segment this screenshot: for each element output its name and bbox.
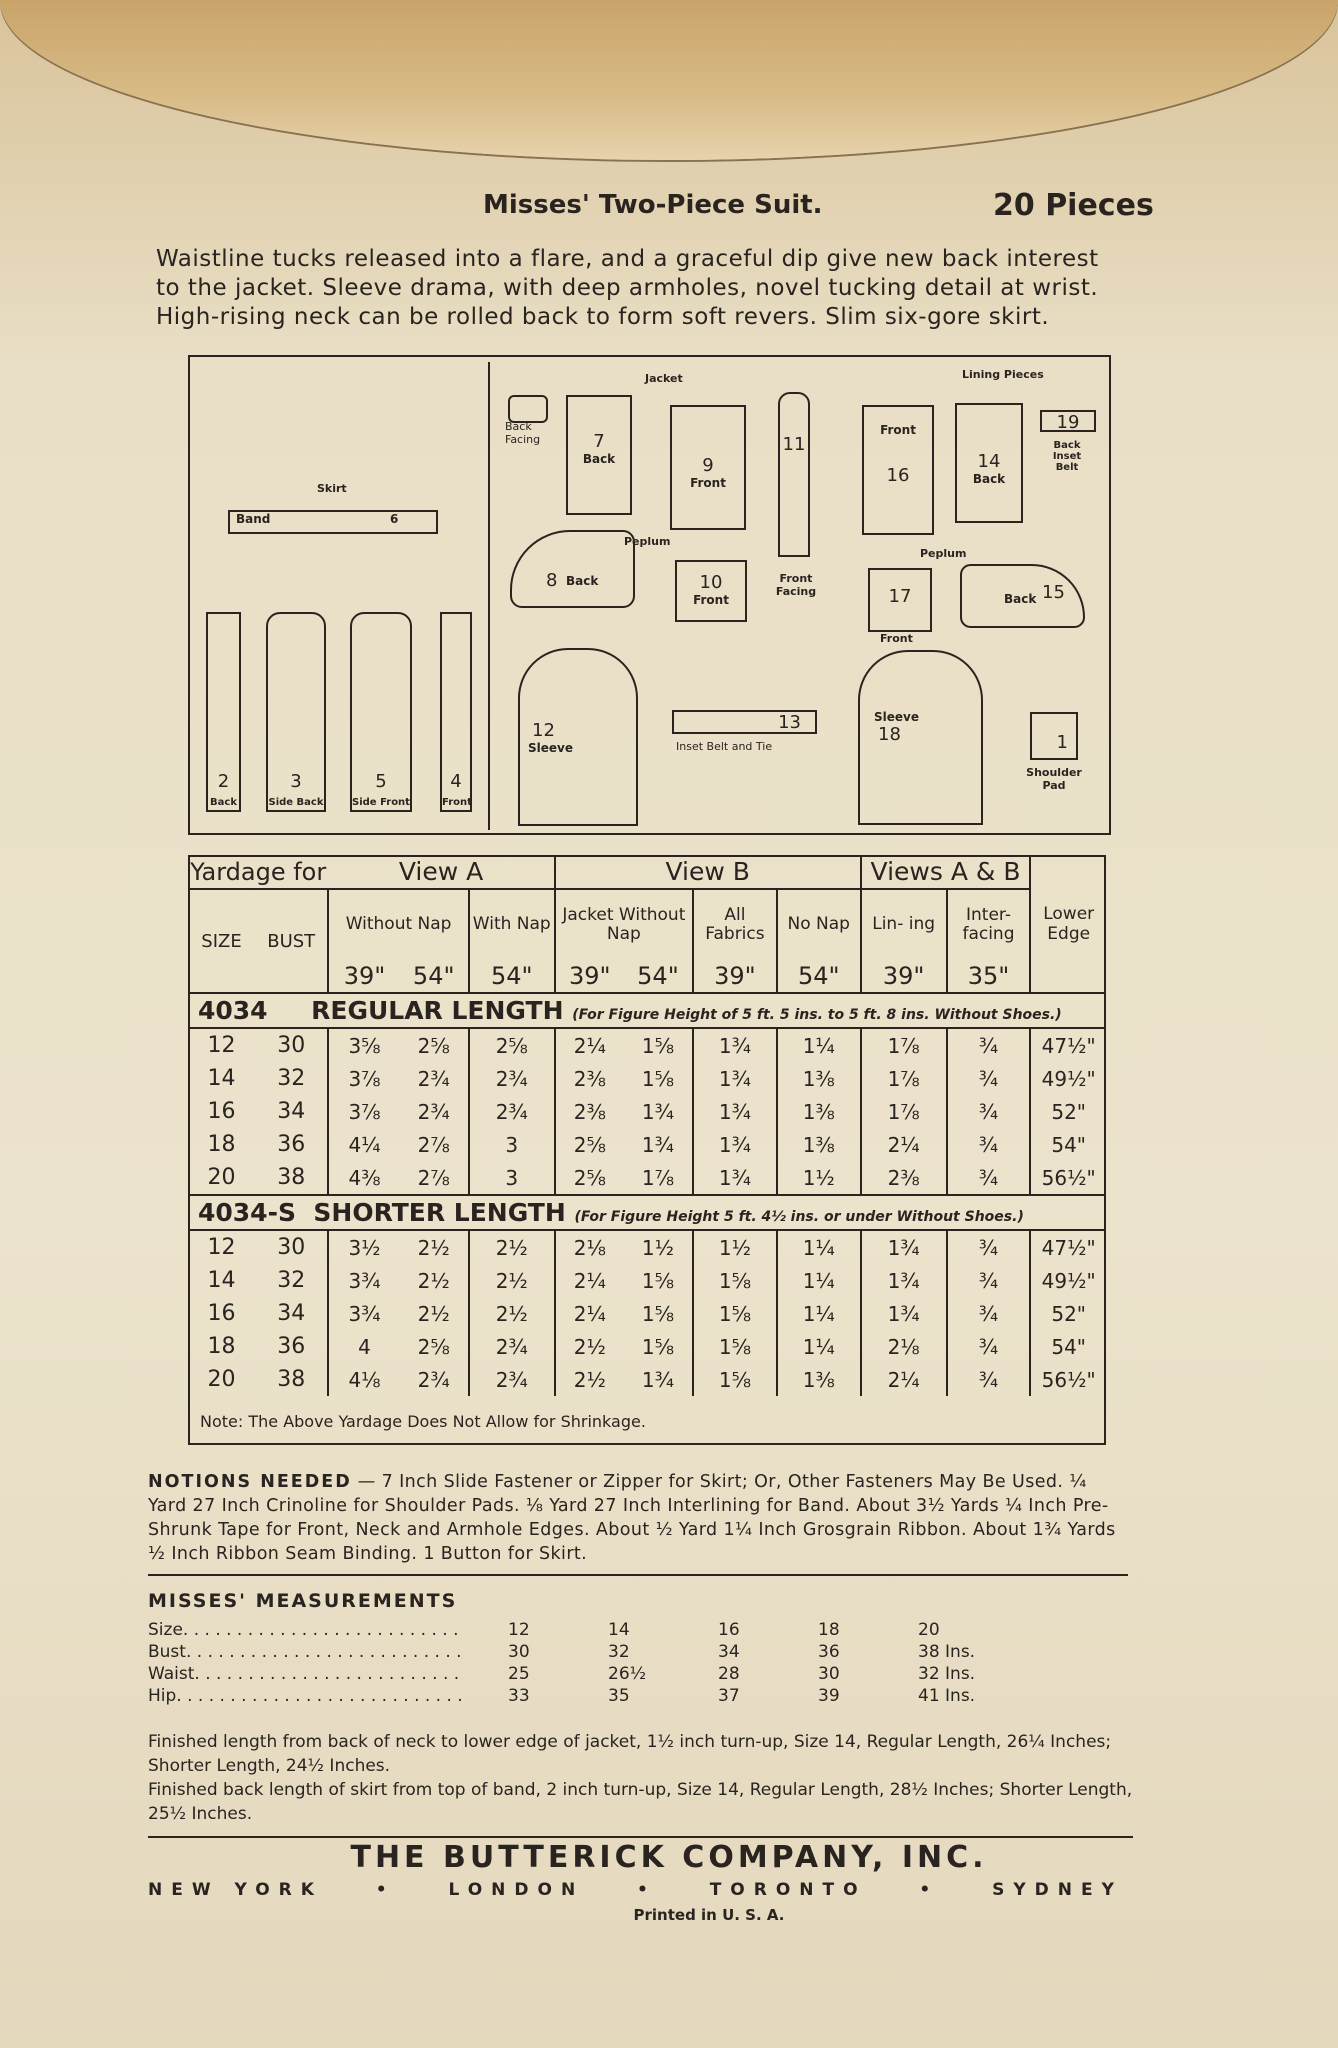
piece-lining-sleeve [858, 650, 983, 825]
yardage-cell: 1⅞ [624, 1161, 693, 1195]
piece-num: 13 [778, 712, 801, 733]
yardage-cell: 1¾ [693, 1062, 777, 1095]
yardage-cell: 1⅝ [624, 1297, 693, 1330]
yardage-cell: 2½ [400, 1264, 469, 1297]
yardage-cell: 36 [255, 1128, 328, 1161]
yardage-cell: 3⅞ [348, 1099, 381, 1124]
piece-name: Back [582, 452, 616, 466]
piece-name: Side Front [352, 797, 410, 808]
yardage-cell: 2¼ [573, 1033, 606, 1058]
separator: • [375, 1880, 396, 1900]
width-header: 39" [693, 959, 777, 993]
yardage-cell: 49½" [1041, 1268, 1096, 1293]
yardage-cell: 1¾ [624, 1095, 693, 1128]
measurement-row [148, 1686, 1128, 1710]
notions-text: — 7 Inch Slide Fastener or Zipper for Skirt; Or, Other Fasteners May Be Used. ¼ Yard 27 Inch Crinoline for Shoulder Pads. ⅛ Yard 27 Inch Interlining for Band. About 3½ Yards ¼ Inch Pre-Shrunk Tape for Front, Neck and Armhole Edges. About ½ Yard 1¼ Inch Grosgrain Ribbon. About 1¾ Yards ½ Inch Ribbon Seam Binding. 1 Button for Skirt. [148, 1472, 1116, 1564]
size-header: SIZE [201, 930, 242, 952]
city: LONDON [448, 1880, 585, 1900]
yardage-cell: 52" [1051, 1301, 1087, 1326]
yardage-cell: 1¼ [777, 1330, 861, 1363]
yardage-cell: 1⅝ [624, 1028, 693, 1062]
piece-num: 8 [546, 570, 558, 591]
finished-lengths [148, 1730, 1133, 1838]
yardage-cell: 2⅜ [861, 1161, 947, 1195]
bust-header: BUST [255, 889, 328, 993]
back-facing-label: Back Facing [505, 420, 541, 446]
regular-note: (For Figure Height of 5 ft. 5 ins. to 5 ft. 8 ins. Without Shoes.) [572, 1007, 1062, 1023]
yardage-cell: 54" [1051, 1334, 1087, 1359]
yardage-cell: 2⅝ [400, 1028, 469, 1062]
yardage-cell: 1¼ [777, 1230, 861, 1264]
lining-label: Lining Pieces [962, 368, 1044, 381]
with-nap-header: With Nap [469, 889, 555, 959]
city: SYDNEY [992, 1880, 1123, 1900]
measurement-label: Waist. . . . . . . . . . . . . . . . . . . . . . . . . [148, 1664, 460, 1684]
width-header: 39" [569, 961, 611, 990]
yardage-row [188, 1028, 1106, 1062]
piece-name: Front [880, 423, 916, 437]
yardage-cell: 1½ [624, 1230, 693, 1264]
piece-name: Front [693, 593, 729, 607]
piece-num: 1 [1056, 732, 1068, 753]
jacket-label: Jacket [645, 372, 683, 385]
piece-num: 16 [886, 465, 910, 486]
yardage-cell: 3¾ [348, 1301, 381, 1326]
pattern-description [156, 245, 1141, 332]
yardage-cell: 32 [255, 1264, 328, 1297]
city: NEW YORK [148, 1880, 323, 1900]
piece-name: Front [442, 797, 472, 808]
yardage-cell: ¾ [947, 1062, 1031, 1095]
lining-peplum-front-label: Front [880, 632, 913, 645]
measurement-value: 32 Ins. [918, 1664, 976, 1684]
diagram-divider [488, 362, 490, 830]
yardage-cell: ¾ [947, 1363, 1031, 1396]
divider [148, 1836, 1133, 1838]
piece-band-name: Band [236, 512, 271, 526]
measurement-label: Hip. . . . . . . . . . . . . . . . . . . . . . . . . . . [148, 1686, 463, 1706]
measurement-value: 25 [508, 1664, 530, 1684]
yardage-cell: 3 [469, 1128, 555, 1161]
jacket-without-nap-header: Jacket Without Nap [555, 889, 693, 959]
yardage-cell: 2¾ [400, 1062, 469, 1095]
yardage-row [188, 1161, 1106, 1195]
yardage-cell: 2⅛ [573, 1235, 606, 1260]
front-facing-label: Front Facing [775, 572, 817, 598]
yardage-cell: 1⅝ [693, 1264, 777, 1297]
yardage-cell: ¾ [947, 1330, 1031, 1363]
piece-name: Back [972, 472, 1006, 486]
regular-rows [188, 1028, 1106, 1195]
yardage-cell: 1¾ [693, 1095, 777, 1128]
piece-num: 3 [290, 771, 302, 792]
yardage-cell: 38 [255, 1161, 328, 1195]
yardage-cell: 2¾ [469, 1330, 555, 1363]
shorter-code: 4034-S [198, 1198, 296, 1227]
description-line: High-rising neck can be rolled back to form soft revers. Slim six-gore skirt. [156, 304, 1050, 330]
yardage-cell: 2¼ [573, 1268, 606, 1293]
piece-name: Back [566, 574, 599, 588]
yardage-cell: 2⅝ [469, 1028, 555, 1062]
piece-num: 11 [782, 434, 806, 455]
yardage-cell: 2¾ [469, 1095, 555, 1128]
piece-side-back [266, 612, 326, 812]
yardage-cell: 2⅜ [573, 1066, 606, 1091]
measurement-label: Size. . . . . . . . . . . . . . . . . . . . . . . . . . [148, 1620, 459, 1640]
description-line: Waistline tucks released into a flare, and a graceful dip give new back interest [156, 246, 1099, 272]
yardage-cell: ¾ [947, 1297, 1031, 1330]
width-header: 54" [400, 959, 469, 993]
printed-in: Printed in U. S. A. [633, 1906, 785, 1924]
measurements-title: MISSES' MEASUREMENTS [148, 1590, 458, 1612]
width-header: 35" [947, 959, 1031, 993]
yardage-cell: 2½ [469, 1230, 555, 1264]
yardage-cell: 4⅛ [348, 1367, 381, 1392]
yardage-row [188, 1128, 1106, 1161]
yardage-cell: 2⅞ [400, 1161, 469, 1195]
yardage-cell: 1¾ [693, 1028, 777, 1062]
yardage-row [188, 1264, 1106, 1297]
yardage-cell: 4¼ [348, 1132, 381, 1157]
yardage-cell: 1¼ [777, 1028, 861, 1062]
lower-edge-header: Lower Edge [1043, 903, 1095, 944]
yardage-cell: 54" [1051, 1132, 1087, 1157]
yardage-cell: 1⅜ [777, 1062, 861, 1095]
yardage-cell: 20 [207, 1367, 236, 1392]
yardage-cell: 2½ [573, 1367, 606, 1392]
yardage-cell: 38 [255, 1363, 328, 1396]
measurement-value: 20 [918, 1620, 940, 1640]
yardage-cell: 2½ [469, 1297, 555, 1330]
measurement-value: 38 Ins. [918, 1642, 976, 1662]
regular-label: REGULAR LENGTH [311, 996, 564, 1025]
yardage-cell: 18 [207, 1334, 236, 1359]
piece-count: 20 Pieces [993, 188, 1154, 223]
piece-skirt-front [440, 612, 472, 812]
piece-back-inset-belt [1040, 410, 1096, 432]
yardage-cell: 34 [255, 1095, 328, 1128]
yardage-cell: 2⅝ [573, 1132, 606, 1157]
measurement-row [148, 1620, 1128, 1644]
yardage-cell: 1⅞ [861, 1028, 947, 1062]
yardage-cell: 1⅝ [693, 1330, 777, 1363]
no-nap-header: No Nap [777, 889, 861, 959]
yardage-cell: 1⅞ [861, 1095, 947, 1128]
yardage-cell: 49½" [1041, 1066, 1096, 1091]
yardage-row [188, 1297, 1106, 1330]
piece-name: Sleeve [874, 710, 919, 724]
yardage-row [188, 1095, 1106, 1128]
peplum-label-2: Peplum [920, 547, 967, 560]
measurement-label: Bust. . . . . . . . . . . . . . . . . . . . . . . . . . [148, 1642, 462, 1662]
yardage-cell: 1¾ [861, 1297, 947, 1330]
yardage-cell: 2¾ [400, 1363, 469, 1396]
yardage-cell: 56½" [1041, 1367, 1096, 1392]
yardage-cell: 2½ [400, 1297, 469, 1330]
measurement-value: 41 Ins. [918, 1686, 976, 1706]
yardage-cell: 1½ [693, 1230, 777, 1264]
separator: • [919, 1880, 940, 1900]
yardage-cell: 14 [207, 1066, 236, 1091]
width-header: 39" [861, 959, 947, 993]
yardage-cell: 47½" [1041, 1033, 1096, 1058]
piece-peplum-front [675, 560, 747, 622]
yardage-cell: 16 [207, 1301, 236, 1326]
width-header: 54" [469, 959, 555, 993]
piece-num: 5 [375, 771, 387, 792]
yardage-for-label: Yardage for [190, 857, 327, 886]
yardage-cell: 2¾ [400, 1095, 469, 1128]
piece-num: 9 [702, 455, 714, 476]
shorter-rows [188, 1230, 1106, 1396]
company-cities [148, 1880, 1123, 1900]
measurement-row [148, 1642, 1128, 1666]
regular-code: 4034 [198, 996, 268, 1025]
measurement-value: 12 [508, 1620, 530, 1640]
yardage-cell: 4 [358, 1334, 371, 1359]
yardage-table [188, 855, 1106, 1396]
notions-label: NOTIONS NEEDED [148, 1472, 352, 1492]
yardage-cell: 2¾ [469, 1062, 555, 1095]
yardage-cell: 18 [207, 1132, 236, 1157]
city: TORONTO [709, 1880, 867, 1900]
yardage-cell: ¾ [947, 1028, 1031, 1062]
view-b-header: View B [555, 855, 861, 889]
piece-lining-peplum-front [868, 568, 932, 632]
yardage-cell: 2¾ [469, 1363, 555, 1396]
measurement-value: 26½ [608, 1664, 647, 1684]
yardage-cell: 14 [207, 1268, 236, 1293]
piece-back-facing [508, 395, 548, 423]
without-nap-header: Without Nap [328, 889, 468, 959]
piece-num: 15 [1042, 582, 1065, 603]
yardage-cell: 1⅜ [777, 1128, 861, 1161]
shoulder-pad-label: Shoulder Pad [1026, 766, 1082, 792]
yardage-cell: 1½ [777, 1161, 861, 1195]
yardage-cell: 3⅞ [348, 1066, 381, 1091]
measurement-value: 36 [818, 1642, 840, 1662]
yardage-cell: 1⅝ [693, 1363, 777, 1396]
yardage-cell: 52" [1051, 1099, 1087, 1124]
piece-num: 10 [699, 572, 723, 593]
yardage-row [188, 1363, 1106, 1396]
yardage-cell: 47½" [1041, 1235, 1096, 1260]
measurement-value: 28 [718, 1664, 740, 1684]
yardage-cell: 1¾ [861, 1230, 947, 1264]
piece-num: 14 [977, 451, 1001, 472]
piece-num: 2 [217, 771, 230, 792]
regular-length-row [188, 993, 1106, 1028]
piece-front-facing [778, 392, 810, 557]
description-line: to the jacket. Sleeve drama, with deep armholes, novel tucking detail at wrist. [156, 275, 1099, 301]
piece-num: 19 [1056, 412, 1080, 433]
inset-belt-label: Inset Belt and Tie [676, 740, 773, 753]
width-header: 54" [777, 959, 861, 993]
yardage-cell: 1⅜ [777, 1363, 861, 1396]
yardage-cell: 4⅜ [348, 1165, 381, 1190]
piece-side-front [350, 612, 412, 812]
yardage-cell: 2¼ [573, 1301, 606, 1326]
piece-num: 7 [593, 431, 605, 452]
measurement-value: 14 [608, 1620, 630, 1640]
yardage-cell: 20 [207, 1165, 236, 1190]
shorter-note: (For Figure Height 5 ft. 4½ ins. or under Without Shoes.) [574, 1209, 1024, 1225]
shorter-length-row [188, 1195, 1106, 1230]
yardage-cell: 16 [207, 1099, 236, 1124]
measurement-value: 18 [818, 1620, 840, 1640]
piece-num: 17 [888, 586, 912, 607]
yardage-cell: 56½" [1041, 1165, 1096, 1190]
yardage-cell: 1¼ [777, 1264, 861, 1297]
interfacing-header: Inter- facing [947, 889, 1031, 959]
measurement-value: 16 [718, 1620, 740, 1640]
finished-skirt: Finished back length of skirt from top of band, 2 inch turn-up, Size 14, Regular Length, 28½ Inches; Shorter Length, 25½ Inches. [148, 1780, 1133, 1824]
measurement-value: 34 [718, 1642, 740, 1662]
yardage-cell: 1¾ [861, 1264, 947, 1297]
yardage-cell: ¾ [947, 1264, 1031, 1297]
width-header: 39" [343, 961, 386, 990]
width-header: 54" [624, 959, 693, 993]
yardage-cell: 2⅛ [861, 1330, 947, 1363]
yardage-cell: 12 [207, 1033, 236, 1058]
yardage-cell: ¾ [947, 1161, 1031, 1195]
measurement-value: 32 [608, 1642, 630, 1662]
yardage-cell: 2⅝ [573, 1165, 606, 1190]
yardage-cell: ¾ [947, 1128, 1031, 1161]
skirt-label: Skirt [317, 482, 347, 495]
yardage-row [188, 1062, 1106, 1095]
piece-num: 4 [450, 771, 462, 792]
yardage-cell: 1⅜ [777, 1095, 861, 1128]
measurement-value: 30 [508, 1642, 530, 1662]
all-fabrics-header: All Fabrics [693, 889, 777, 959]
yardage-row [188, 1230, 1106, 1264]
piece-skirt-back [206, 612, 241, 812]
shorter-label: SHORTER LENGTH [313, 1198, 566, 1227]
yardage-cell: 3¾ [348, 1268, 381, 1293]
yardage-cell: 2¼ [861, 1128, 947, 1161]
piece-jacket-back [566, 395, 632, 515]
piece-name: Side Back [268, 797, 324, 808]
yardage-cell: 3⅝ [348, 1033, 381, 1058]
yardage-cell: ¾ [947, 1095, 1031, 1128]
yardage-cell: 3½ [348, 1235, 381, 1260]
measurement-value: 30 [818, 1664, 840, 1684]
yardage-cell: 2½ [400, 1230, 469, 1264]
piece-name: Sleeve [528, 741, 573, 755]
view-a-header: View A [328, 855, 554, 889]
yardage-cell: 3 [469, 1161, 555, 1195]
piece-num: 18 [878, 724, 901, 745]
company-name: THE BUTTERICK COMPANY, INC. [350, 1840, 988, 1875]
shrinkage-note: Note: The Above Yardage Does Not Allow for Shrinkage. [200, 1412, 646, 1431]
piece-lining-back [955, 403, 1023, 523]
separator: • [637, 1880, 657, 1900]
piece-lining-front [862, 405, 934, 535]
yardage-cell: 34 [255, 1297, 328, 1330]
yardage-cell: 30 [255, 1028, 328, 1062]
piece-name: Back [210, 797, 237, 808]
piece-band [228, 510, 438, 534]
yardage-cell: 32 [255, 1062, 328, 1095]
yardage-cell: 1¾ [624, 1363, 693, 1396]
piece-band-num: 6 [390, 512, 399, 526]
yardage-cell: 2½ [469, 1264, 555, 1297]
yardage-cell: 1¼ [777, 1297, 861, 1330]
measurement-value: 33 [508, 1686, 530, 1706]
pattern-title: Misses' Two-Piece Suit. [483, 190, 823, 220]
measurement-value: 35 [608, 1686, 630, 1706]
yardage-cell: 2½ [573, 1334, 606, 1359]
views-ab-header: Views A & B [861, 855, 1031, 889]
measurement-value: 39 [818, 1686, 840, 1706]
piece-name: Back [1004, 592, 1037, 606]
back-inset-belt-label: Back Inset Belt [1052, 440, 1082, 473]
piece-jacket-front [670, 405, 746, 530]
measurement-row [148, 1664, 1128, 1688]
yardage-cell: 30 [255, 1230, 328, 1264]
yardage-cell: 1⅝ [624, 1062, 693, 1095]
divider [148, 1574, 1128, 1576]
yardage-cell: 1¾ [693, 1161, 777, 1195]
finished-jacket: Finished length from back of neck to lower edge of jacket, 1½ inch turn-up, Size 14, Regular Length, 26¼ Inches; Shorter Length, 24½ Inches. [148, 1732, 1112, 1776]
piece-num: 12 [532, 720, 555, 741]
yardage-cell: 1⅝ [624, 1330, 693, 1363]
yardage-cell: 1⅞ [861, 1062, 947, 1095]
yardage-cell: 36 [255, 1330, 328, 1363]
piece-name: Front [690, 476, 726, 490]
yardage-cell: 2¼ [861, 1363, 947, 1396]
piece-inset-belt [672, 710, 817, 734]
yardage-cell: 1¾ [624, 1128, 693, 1161]
piece-shoulder-pad [1030, 712, 1078, 760]
notions-section [148, 1470, 1128, 1576]
yardage-cell: 12 [207, 1235, 236, 1260]
yardage-cell: 1⅝ [624, 1264, 693, 1297]
yardage-cell: 2⅞ [400, 1128, 469, 1161]
yardage-cell: 1¾ [693, 1128, 777, 1161]
yardage-cell: 2⅝ [400, 1330, 469, 1363]
measurement-value: 37 [718, 1686, 740, 1706]
piece-sleeve [518, 648, 638, 826]
peplum-label: Peplum [624, 535, 671, 548]
yardage-cell: 2⅜ [573, 1099, 606, 1124]
yardage-row [188, 1330, 1106, 1363]
yardage-cell: 1⅝ [693, 1297, 777, 1330]
yardage-cell: ¾ [947, 1230, 1031, 1264]
lining-header: Lin- ing [861, 889, 947, 959]
